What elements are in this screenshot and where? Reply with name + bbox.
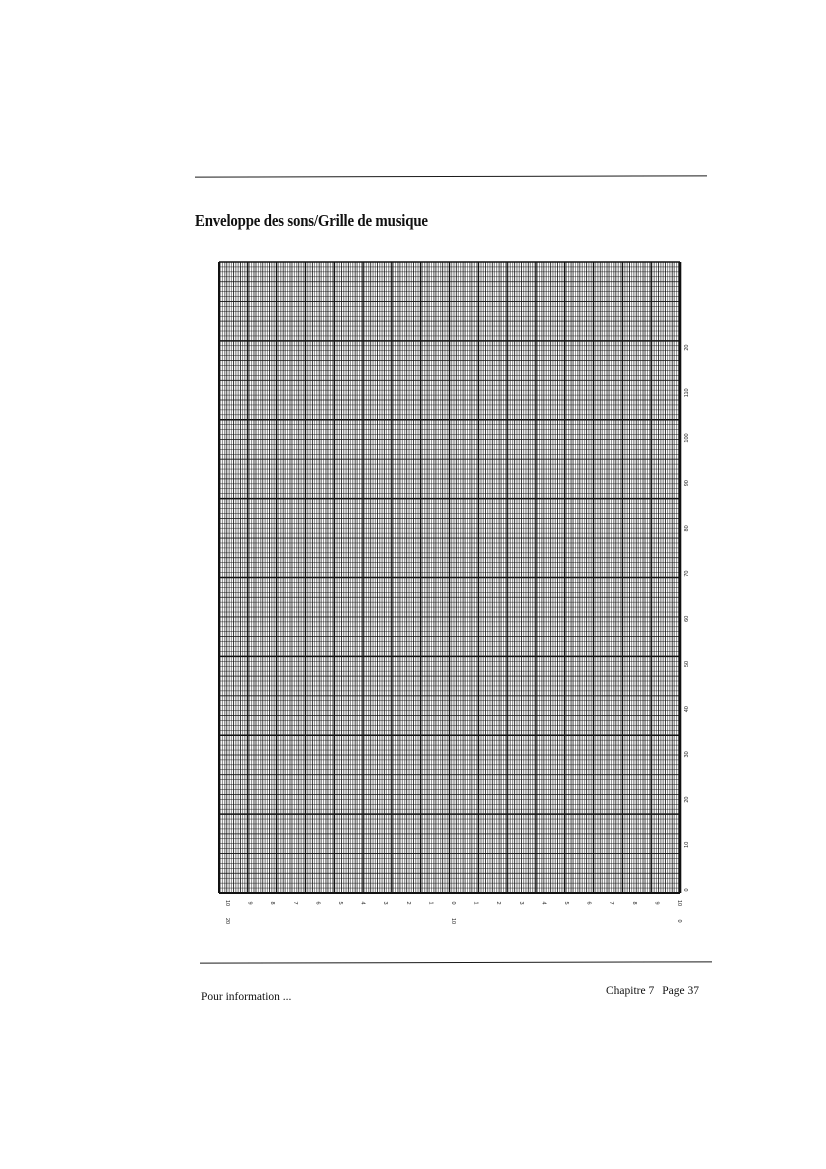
bottom-axis-label: 1 (427, 901, 434, 905)
bottom-axis-sublabel: 0 (676, 919, 682, 923)
bottom-axis-label: 8 (630, 901, 637, 905)
bottom-axis-labels (224, 900, 682, 924)
bottom-axis-label: 8 (269, 901, 276, 905)
right-axis-label: 0 (684, 888, 690, 892)
right-axis-label: 40 (684, 706, 690, 713)
bottom-axis-label: 7 (608, 901, 615, 905)
footer-chapter: Chapitre 7 (606, 985, 655, 997)
bottom-axis-label: 5 (563, 901, 569, 905)
bottom-axis-label: 6 (314, 901, 321, 905)
right-axis-label: 10 (684, 841, 690, 848)
bottom-axis-label: 2 (404, 901, 411, 905)
bottom-axis-label: 3 (382, 901, 389, 905)
right-axis-label: 50 (684, 660, 690, 668)
bottom-axis-label: 5 (337, 901, 343, 905)
bottom-axis-label: 4 (359, 901, 366, 905)
bottom-axis-label: 4 (540, 901, 547, 905)
bottom-axis-label: 9 (653, 901, 660, 905)
right-axis-label: 60 (684, 615, 690, 622)
bottom-axis-label: 6 (585, 901, 592, 905)
bottom-axis-label: 0 (450, 901, 456, 905)
page-title: Enveloppe des sons/Grille de musique (195, 211, 428, 230)
right-axis-label: 110 (684, 388, 690, 398)
right-axis-label: 80 (684, 525, 690, 532)
right-axis-label: 20 (684, 344, 690, 351)
right-axis-labels (684, 345, 690, 892)
right-axis-label: 30 (684, 751, 690, 758)
footer-page-number: Page 37 (662, 985, 699, 997)
footer-page-ref (606, 985, 699, 997)
bottom-axis-label: 7 (291, 901, 298, 905)
right-axis-label: 70 (684, 570, 690, 577)
right-axis-label: 90 (684, 480, 690, 487)
right-axis-label: 100 (684, 433, 690, 443)
bottom-axis-label: 3 (517, 901, 524, 905)
bottom-axis-sublabel: 20 (224, 917, 230, 925)
right-axis-label: 20 (684, 796, 690, 803)
bottom-axis-label: 9 (246, 901, 253, 905)
bottom-axis-label: 10 (224, 899, 230, 907)
footer-note: Pour information ... (201, 991, 292, 1003)
bottom-axis-label: 10 (676, 899, 682, 907)
bottom-axis-sublabel: 10 (450, 917, 456, 925)
bottom-axis-label: 1 (472, 901, 479, 905)
bottom-axis-label: 2 (495, 901, 502, 905)
grid-lines (219, 262, 680, 893)
